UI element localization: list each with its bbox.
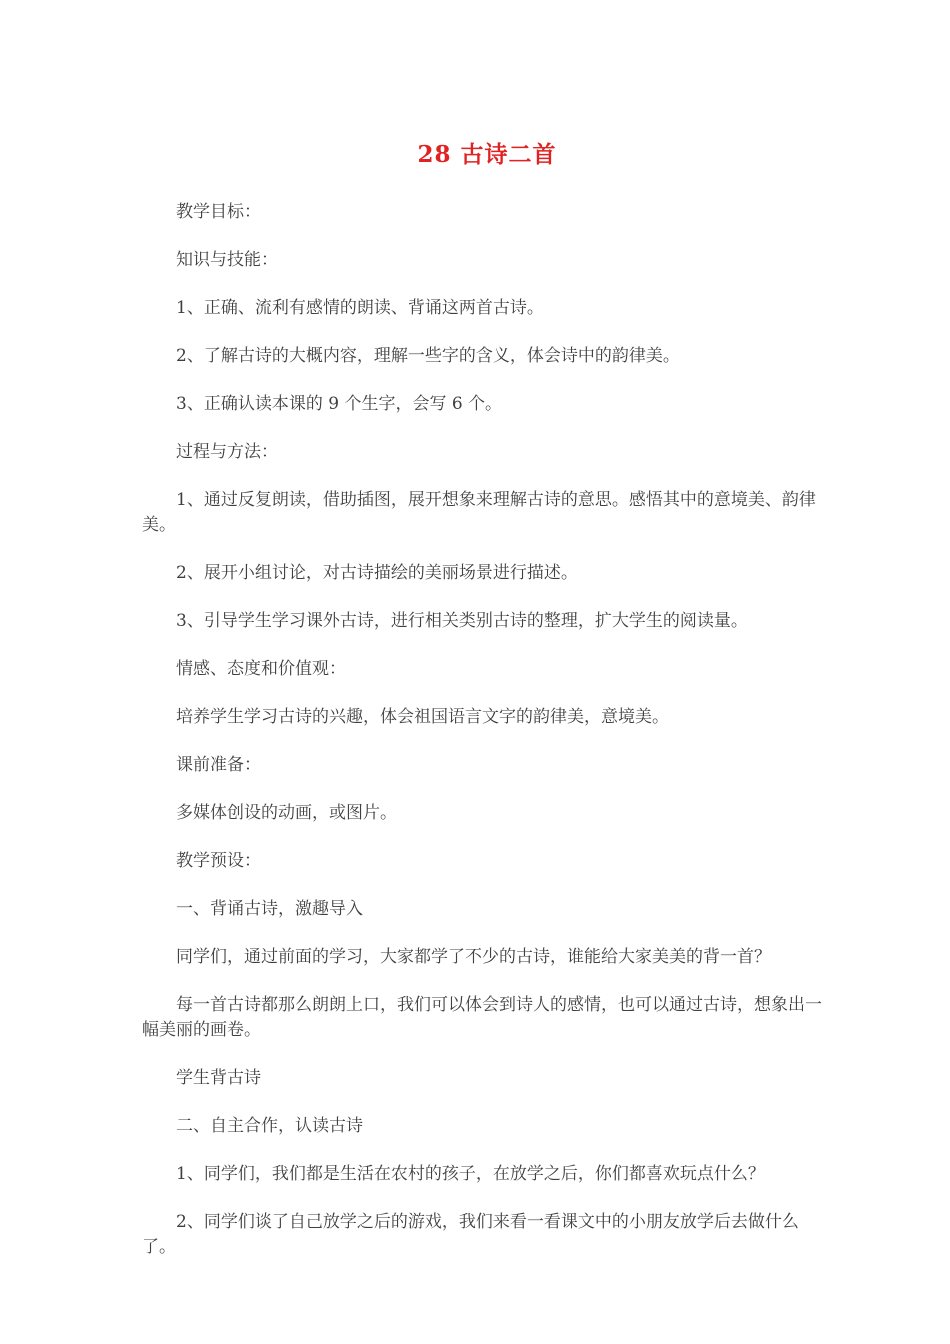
paragraph: 多媒体创设的动画，或图片。 [176, 803, 397, 823]
paragraph: 学生背古诗 [176, 1068, 261, 1088]
paragraph: 培养学生学习古诗的兴趣，体会祖国语言文字的韵律美，意境美。 [176, 707, 669, 727]
paragraph: 1、正确、流利有感情的朗读、背诵这两首古诗。 [176, 298, 544, 318]
paragraph: 同学们，通过前面的学习，大家都学了不少的古诗，谁能给大家美美的背一首？ [176, 947, 771, 967]
paragraph-teaching-objectives-heading: 教学目标： [176, 202, 261, 222]
paragraph: 2、同学们谈了自己放学之后的游戏，我们来看一看课文中的小朋友放学后去做什么了。 [142, 1212, 799, 1257]
paragraph-teaching-plan-heading: 教学预设： [176, 851, 261, 871]
paragraph-section-two-heading: 二、自主合作，认读古诗 [176, 1116, 363, 1136]
paragraph-section-one-heading: 一、背诵古诗，激趣导入 [176, 899, 363, 919]
document-title: 28 古诗二首 [417, 141, 557, 168]
paragraph-values-heading: 情感、态度和价值观： [176, 659, 346, 679]
paragraph-preparation-heading: 课前准备： [176, 755, 261, 775]
paragraph: 3、引导学生学习课外古诗，进行相关类别古诗的整理，扩大学生的阅读量。 [176, 611, 748, 631]
paragraph: 3、正确认读本课的 9 个生字，会写 6 个。 [176, 394, 503, 414]
paragraph-knowledge-skills-heading: 知识与技能： [176, 250, 278, 270]
paragraph-process-methods-heading: 过程与方法： [176, 442, 278, 462]
paragraph: 2、了解古诗的大概内容，理解一些字的含义，体会诗中的韵律美。 [176, 346, 680, 366]
paragraph: 1、同学们，我们都是生活在农村的孩子，在放学之后，你们都喜欢玩点什么？ [176, 1164, 765, 1184]
paragraph: 2、展开小组讨论，对古诗描绘的美丽场景进行描述。 [176, 563, 578, 583]
paragraph: 每一首古诗都那么朗朗上口，我们可以体会到诗人的感情，也可以通过古诗，想象出一幅美丽的画卷。 [142, 995, 822, 1040]
paragraph: 1、通过反复朗读，借助插图，展开想象来理解古诗的意思。感悟其中的意境美、韵律美。 [142, 490, 816, 535]
